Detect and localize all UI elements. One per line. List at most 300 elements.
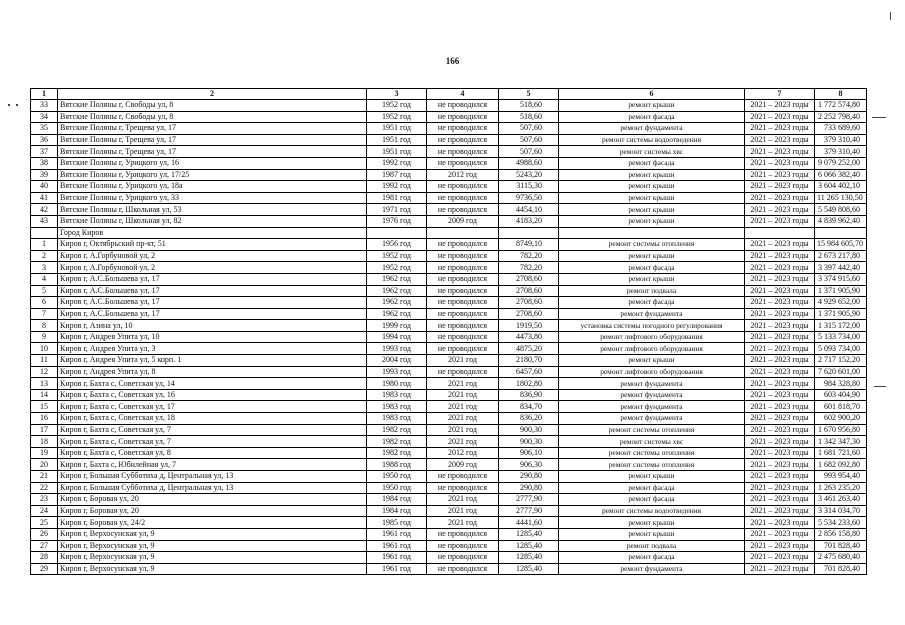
cell-work-type: ремонт фасада xyxy=(559,482,745,494)
cell-cost: 5 093 734,00 xyxy=(815,343,867,355)
cell-build-year: 1993 год xyxy=(367,366,427,378)
cell-row-number: 25 xyxy=(31,517,58,529)
cell-build-year: 1976 год xyxy=(367,215,427,227)
cell-address: Киров г, А.С.Большева ул, 17 xyxy=(58,297,367,309)
cell-area: 507,60 xyxy=(499,134,559,146)
cell-address: Киров г, А.С.Большева ул, 17 xyxy=(58,308,367,320)
cell-last-repair-year: 2021 год xyxy=(427,389,499,401)
cell-address: Киров г, Большая Субботиха д, Центральная ул, 13 xyxy=(58,471,367,483)
cell-period: 2021 – 2023 годы xyxy=(745,239,815,251)
cell-last-repair-year: не проводился xyxy=(427,273,499,285)
cell-cost: 701 828,40 xyxy=(815,540,867,552)
cell-cost: 2 673 217,80 xyxy=(815,250,867,262)
cell-last-repair-year: 2012 год xyxy=(427,169,499,181)
cell-build-year: 1962 год xyxy=(367,297,427,309)
cell-area: 290,80 xyxy=(499,482,559,494)
cell-work-type: ремонт фундамента xyxy=(559,389,745,401)
cell-last-repair-year: 2021 год xyxy=(427,413,499,425)
table-row xyxy=(31,528,867,540)
cell-row-number: 35 xyxy=(31,123,58,135)
cell-area: 836,20 xyxy=(499,413,559,425)
cell-period: 2021 – 2023 годы xyxy=(745,424,815,436)
cell-work-type: ремонт крыши xyxy=(559,517,745,529)
cell-period: 2021 – 2023 годы xyxy=(745,331,815,343)
cell-address: Вятские Поляны г, Школьная ул, 53 xyxy=(58,204,367,216)
cell-period: 2021 – 2023 годы xyxy=(745,494,815,506)
table-row xyxy=(31,563,867,575)
cell-row-number: 12 xyxy=(31,366,58,378)
table-row xyxy=(31,378,867,390)
cell-row-number: 13 xyxy=(31,378,58,390)
scan-mark xyxy=(874,386,886,387)
cell-work-type: установка системы погодного регулирования xyxy=(559,320,745,332)
cell-build-year: 1981 год xyxy=(367,192,427,204)
cell-last-repair-year: не проводился xyxy=(427,204,499,216)
column-header: 8 xyxy=(815,89,867,100)
cell-last-repair-year: не проводился xyxy=(427,482,499,494)
scan-mark xyxy=(890,12,891,20)
cell-build-year: 1971 год xyxy=(367,204,427,216)
table-row xyxy=(31,517,867,529)
cell-area: 2180,70 xyxy=(499,355,559,367)
cell-last-repair-year: не проводился xyxy=(427,331,499,343)
cell-period: 2021 – 2023 годы xyxy=(745,528,815,540)
cell-area: 8749,10 xyxy=(499,239,559,251)
cell-area: 1285,40 xyxy=(499,528,559,540)
cell-area: 906,10 xyxy=(499,447,559,459)
cell-area: 782,20 xyxy=(499,250,559,262)
cell-row-number: 36 xyxy=(31,134,58,146)
cell-row-number: 17 xyxy=(31,424,58,436)
table-row xyxy=(31,366,867,378)
cell-cost: 2 717 152,20 xyxy=(815,355,867,367)
cell-address: Киров г, Бахта с, Юбилейная ул, 7 xyxy=(58,459,367,471)
cell-row-number: 27 xyxy=(31,540,58,552)
cell-last-repair-year: не проводился xyxy=(427,262,499,274)
cell-address: Киров г, Андрея Упита ул, 5 корп. 1 xyxy=(58,355,367,367)
table-row xyxy=(31,389,867,401)
cell-row-number: 15 xyxy=(31,401,58,413)
cell-build-year: 1950 год xyxy=(367,471,427,483)
cell-cost: 1 315 172,00 xyxy=(815,320,867,332)
cell-last-repair-year: не проводился xyxy=(427,192,499,204)
cell-address: Киров г, Бахта с, Советская ул, 17 xyxy=(58,401,367,413)
cell-period: 2021 – 2023 годы xyxy=(745,540,815,552)
cell-work-type: ремонт крыши xyxy=(559,471,745,483)
cell-period: 2021 – 2023 годы xyxy=(745,123,815,135)
cell-last-repair-year: не проводился xyxy=(427,471,499,483)
cell-area xyxy=(499,227,559,239)
cell-period: 2021 – 2023 годы xyxy=(745,308,815,320)
cell-address: Киров г, Бахта с, Советская ул, 8 xyxy=(58,447,367,459)
cell-area: 2708,60 xyxy=(499,308,559,320)
cell-build-year: 1951 год xyxy=(367,134,427,146)
cell-cost: 379 310,40 xyxy=(815,146,867,158)
cell-area: 4183,20 xyxy=(499,215,559,227)
cell-last-repair-year: 2021 год xyxy=(427,505,499,517)
cell-work-type: ремонт фундамента xyxy=(559,563,745,575)
cell-build-year: 1987 год xyxy=(367,169,427,181)
cell-address: Киров г, Бахта с, Советская ул, 18 xyxy=(58,413,367,425)
cell-period: 2021 – 2023 годы xyxy=(745,250,815,262)
cell-row-number: 3 xyxy=(31,262,58,274)
cell-period: 2021 – 2023 годы xyxy=(745,563,815,575)
cell-build-year: 1984 год xyxy=(367,494,427,506)
cell-cost: 3 374 915,60 xyxy=(815,273,867,285)
cell-row-number: 4 xyxy=(31,273,58,285)
cell-work-type: ремонт фасада xyxy=(559,297,745,309)
cell-address: Киров г, Верхосунская ул, 9 xyxy=(58,563,367,575)
cell-period: 2021 – 2023 годы xyxy=(745,471,815,483)
cell-row-number: 7 xyxy=(31,308,58,320)
cell-period: 2021 – 2023 годы xyxy=(745,100,815,112)
cell-address: Вятские Поляны г, Урицкого ул, 17/25 xyxy=(58,169,367,181)
column-header: 4 xyxy=(427,89,499,100)
cell-last-repair-year: не проводился xyxy=(427,123,499,135)
cell-work-type: ремонт подвала xyxy=(559,540,745,552)
cell-period: 2021 – 2023 годы xyxy=(745,285,815,297)
cell-area: 518,60 xyxy=(499,100,559,112)
cell-area: 1802,80 xyxy=(499,378,559,390)
cell-build-year: 1982 год xyxy=(367,424,427,436)
cell-period: 2021 – 2023 годы xyxy=(745,111,815,123)
table-row xyxy=(31,552,867,564)
column-header: 3 xyxy=(367,89,427,100)
cell-period: 2021 – 2023 годы xyxy=(745,517,815,529)
cell-row-number: 6 xyxy=(31,297,58,309)
cell-period: 2021 – 2023 годы xyxy=(745,146,815,158)
cell-area: 1285,40 xyxy=(499,563,559,575)
table-row xyxy=(31,424,867,436)
cell-area: 2777,90 xyxy=(499,505,559,517)
table-row xyxy=(31,134,867,146)
cell-build-year: 1956 год xyxy=(367,239,427,251)
cell-period: 2021 – 2023 годы xyxy=(745,343,815,355)
cell-last-repair-year: не проводился xyxy=(427,308,499,320)
table-row xyxy=(31,192,867,204)
cell-period: 2021 – 2023 годы xyxy=(745,169,815,181)
cell-period: 2021 – 2023 годы xyxy=(745,401,815,413)
cell-cost: 3 461 263,40 xyxy=(815,494,867,506)
cell-work-type: ремонт фундамента xyxy=(559,413,745,425)
cell-area: 9736,50 xyxy=(499,192,559,204)
cell-row-number: 21 xyxy=(31,471,58,483)
cell-work-type: ремонт лифтового оборудования xyxy=(559,331,745,343)
cell-address: Вятские Поляны г, Трещева ул, 17 xyxy=(58,134,367,146)
cell-build-year: 1952 год xyxy=(367,250,427,262)
cell-build-year: 1983 год xyxy=(367,401,427,413)
cell-cost: 3 314 034,70 xyxy=(815,505,867,517)
cell-period: 2021 – 2023 годы xyxy=(745,552,815,564)
cell-address: Киров г, Боровая ул, 24/2 xyxy=(58,517,367,529)
cell-area: 2708,60 xyxy=(499,273,559,285)
column-header: 1 xyxy=(31,89,58,100)
cell-area: 6457,60 xyxy=(499,366,559,378)
table-row xyxy=(31,250,867,262)
table-row xyxy=(31,355,867,367)
cell-work-type: ремонт крыши xyxy=(559,273,745,285)
cell-row-number: 39 xyxy=(31,169,58,181)
cell-last-repair-year: не проводился xyxy=(427,320,499,332)
cell-last-repair-year: 2009 год xyxy=(427,459,499,471)
cell-period: 2021 – 2023 годы xyxy=(745,262,815,274)
column-header: 7 xyxy=(745,89,815,100)
cell-build-year: 1962 год xyxy=(367,285,427,297)
cell-area: 900,30 xyxy=(499,424,559,436)
cell-area: 1285,40 xyxy=(499,540,559,552)
cell-address: Киров г, Большая Субботиха д, Центральная ул, 13 xyxy=(58,482,367,494)
cell-last-repair-year: не проводился xyxy=(427,134,499,146)
cell-period: 2021 – 2023 годы xyxy=(745,389,815,401)
cell-cost: 1 371 905,90 xyxy=(815,308,867,320)
cell-area: 2708,60 xyxy=(499,297,559,309)
cell-address: Киров г, А.С.Большева ул, 17 xyxy=(58,273,367,285)
cell-area: 2777,90 xyxy=(499,494,559,506)
cell-work-type xyxy=(559,227,745,239)
cell-build-year: 1961 год xyxy=(367,563,427,575)
cell-work-type: ремонт фундамента xyxy=(559,378,745,390)
cell-build-year: 1988 год xyxy=(367,459,427,471)
column-header: 5 xyxy=(499,89,559,100)
cell-area: 4441,60 xyxy=(499,517,559,529)
cell-address: Вятские Поляны г, Урицкого ул, 33 xyxy=(58,192,367,204)
table-row xyxy=(31,471,867,483)
cell-last-repair-year: не проводился xyxy=(427,563,499,575)
cell-cost: 2 475 680,40 xyxy=(815,552,867,564)
cell-build-year: 1982 год xyxy=(367,447,427,459)
cell-build-year: 1985 год xyxy=(367,517,427,529)
cell-cost: 1 681 721,60 xyxy=(815,447,867,459)
cell-last-repair-year: не проводился xyxy=(427,540,499,552)
cell-work-type: ремонт крыши xyxy=(559,250,745,262)
cell-row-number: 33 xyxy=(31,100,58,112)
cell-cost: 1 682 092,80 xyxy=(815,459,867,471)
cell-build-year: 1952 год xyxy=(367,262,427,274)
cell-row-number: 22 xyxy=(31,482,58,494)
table-row xyxy=(31,308,867,320)
cell-last-repair-year: 2021 год xyxy=(427,401,499,413)
cell-address: Киров г, Боровая ул, 20 xyxy=(58,505,367,517)
cell-last-repair-year: не проводился xyxy=(427,285,499,297)
cell-work-type: ремонт крыши xyxy=(559,181,745,193)
cell-build-year: 1962 год xyxy=(367,308,427,320)
cell-cost: 4 839 962,40 xyxy=(815,215,867,227)
cell-cost: 993 954,40 xyxy=(815,471,867,483)
cell-period: 2021 – 2023 годы xyxy=(745,436,815,448)
cell-work-type: ремонт фасада xyxy=(559,494,745,506)
cell-work-type: ремонт крыши xyxy=(559,169,745,181)
cell-area: 507,60 xyxy=(499,146,559,158)
cell-build-year: 1962 год xyxy=(367,273,427,285)
cell-area: 4454,10 xyxy=(499,204,559,216)
cell-work-type: ремонт крыши xyxy=(559,215,745,227)
cell-work-type: ремонт фундамента xyxy=(559,308,745,320)
cell-last-repair-year: 2021 год xyxy=(427,436,499,448)
cell-build-year: 1983 год xyxy=(367,389,427,401)
cell-cost: 15 984 605,70 xyxy=(815,239,867,251)
page-number: 166 xyxy=(445,56,460,66)
cell-area: 1919,50 xyxy=(499,320,559,332)
cell-work-type: ремонт крыши xyxy=(559,204,745,216)
cell-address: Вятские Поляны г, Школьная ул, 82 xyxy=(58,215,367,227)
cell-build-year: 1961 год xyxy=(367,552,427,564)
table-row xyxy=(31,540,867,552)
cell-address: Киров г, Бахта с, Советская ул, 7 xyxy=(58,424,367,436)
cell-period: 2021 – 2023 годы xyxy=(745,413,815,425)
cell-period: 2021 – 2023 годы xyxy=(745,378,815,390)
cell-cost: 5 549 808,60 xyxy=(815,204,867,216)
table-row xyxy=(31,320,867,332)
column-header: 2 xyxy=(58,89,367,100)
cell-last-repair-year: не проводился xyxy=(427,146,499,158)
cell-work-type: ремонт системы водоотведения xyxy=(559,505,745,517)
table-row xyxy=(31,482,867,494)
table-row xyxy=(31,100,867,112)
cell-work-type: ремонт крыши xyxy=(559,528,745,540)
cell-period: 2021 – 2023 годы xyxy=(745,297,815,309)
cell-cost: 7 620 601,00 xyxy=(815,366,867,378)
cell-last-repair-year: не проводился xyxy=(427,250,499,262)
cell-work-type: ремонт системы отопления xyxy=(559,447,745,459)
cell-work-type: ремонт системы отопления xyxy=(559,424,745,436)
table-row xyxy=(31,262,867,274)
cell-row-number: 29 xyxy=(31,563,58,575)
cell-period: 2021 – 2023 годы xyxy=(745,459,815,471)
cell-cost: 1 371 905,90 xyxy=(815,285,867,297)
table-row xyxy=(31,239,867,251)
cell-build-year xyxy=(367,227,427,239)
cell-area: 4988,60 xyxy=(499,157,559,169)
scan-mark xyxy=(16,104,18,106)
cell-row-number: 38 xyxy=(31,157,58,169)
cell-build-year: 1992 год xyxy=(367,181,427,193)
cell-row-number: 8 xyxy=(31,320,58,332)
cell-build-year: 1950 год xyxy=(367,482,427,494)
cell-area: 290,80 xyxy=(499,471,559,483)
cell-area: 4875,20 xyxy=(499,343,559,355)
cell-address: Киров г, Боровая ул, 20 xyxy=(58,494,367,506)
cell-address: Киров г, Верхосунская ул, 9 xyxy=(58,528,367,540)
cell-row-number: 10 xyxy=(31,343,58,355)
cell-work-type: ремонт крыши xyxy=(559,100,745,112)
cell-period: 2021 – 2023 годы xyxy=(745,320,815,332)
cell-last-repair-year: 2021 год xyxy=(427,517,499,529)
cell-address: Вятские Поляны г, Трещева ул, 17 xyxy=(58,123,367,135)
cell-build-year: 1983 год xyxy=(367,413,427,425)
cell-area: 3115,30 xyxy=(499,181,559,193)
cell-work-type: ремонт системы хвс xyxy=(559,146,745,158)
cell-address: Вятские Поляны г, Урицкого ул, 16 xyxy=(58,157,367,169)
cell-cost: 602 900,20 xyxy=(815,413,867,425)
cell-cost: 6 066 382,40 xyxy=(815,169,867,181)
cell-cost xyxy=(815,227,867,239)
cell-address: Киров г, Бахта с, Советская ул, 14 xyxy=(58,378,367,390)
cell-row-number: 26 xyxy=(31,528,58,540)
cell-work-type: ремонт системы отопления xyxy=(559,459,745,471)
table-row xyxy=(31,297,867,309)
column-header: 6 xyxy=(559,89,745,100)
table-row xyxy=(31,146,867,158)
cell-period: 2021 – 2023 годы xyxy=(745,482,815,494)
cell-last-repair-year: не проводился xyxy=(427,366,499,378)
cell-address: Вятские Поляны г, Свободы ул, 8 xyxy=(58,111,367,123)
table-row xyxy=(31,204,867,216)
cell-row-number: 18 xyxy=(31,436,58,448)
scan-mark xyxy=(872,117,886,118)
cell-work-type: ремонт системы водоотведения xyxy=(559,134,745,146)
cell-last-repair-year: не проводился xyxy=(427,239,499,251)
cell-area: 900,30 xyxy=(499,436,559,448)
cell-area: 836,90 xyxy=(499,389,559,401)
table-row xyxy=(31,157,867,169)
cell-cost: 3 397 442,40 xyxy=(815,262,867,274)
cell-cost: 9 079 252,00 xyxy=(815,157,867,169)
cell-row-number: 43 xyxy=(31,215,58,227)
cell-last-repair-year: 2021 год xyxy=(427,355,499,367)
cell-period: 2021 – 2023 годы xyxy=(745,366,815,378)
cell-last-repair-year: 2021 год xyxy=(427,378,499,390)
cell-cost: 379 310,40 xyxy=(815,134,867,146)
cell-cost: 4 929 652,00 xyxy=(815,297,867,309)
cell-row-number: 11 xyxy=(31,355,58,367)
cell-last-repair-year: не проводился xyxy=(427,111,499,123)
table-row xyxy=(31,215,867,227)
cell-cost: 11 265 130,50 xyxy=(815,192,867,204)
cell-last-repair-year: не проводился xyxy=(427,100,499,112)
cell-address: Киров г, А.С.Большева ул, 17 xyxy=(58,285,367,297)
cell-address: Киров г, Бахта с, Советская ул, 7 xyxy=(58,436,367,448)
table-row xyxy=(31,401,867,413)
cell-row-number: 41 xyxy=(31,192,58,204)
cell-row-number: 19 xyxy=(31,447,58,459)
cell-area: 5243,20 xyxy=(499,169,559,181)
cell-build-year: 1994 год xyxy=(367,331,427,343)
cell-cost: 2 856 158,80 xyxy=(815,528,867,540)
cell-work-type: ремонт фундамента xyxy=(559,123,745,135)
cell-last-repair-year: 2021 год xyxy=(427,424,499,436)
cell-last-repair-year: 2009 год xyxy=(427,215,499,227)
cell-period: 2021 – 2023 годы xyxy=(745,157,815,169)
cell-row-number xyxy=(31,227,58,239)
cell-row-number: 37 xyxy=(31,146,58,158)
cell-build-year: 2004 год xyxy=(367,355,427,367)
cell-last-repair-year: не проводился xyxy=(427,181,499,193)
cell-work-type: ремонт фасада xyxy=(559,111,745,123)
cell-address: Вятские Поляны г, Трещева ул, 17 xyxy=(58,146,367,158)
cell-work-type: ремонт системы отопления xyxy=(559,239,745,251)
cell-period: 2021 – 2023 годы xyxy=(745,273,815,285)
cell-last-repair-year: не проводился xyxy=(427,528,499,540)
cell-period: 2021 – 2023 годы xyxy=(745,181,815,193)
table-body xyxy=(31,89,867,575)
cell-row-number: 16 xyxy=(31,413,58,425)
cell-work-type: ремонт лифтового оборудования xyxy=(559,343,745,355)
cell-address: Киров г, А.Горбуновой ул, 2 xyxy=(58,250,367,262)
cell-address: Вятские Поляны г, Свободы ул, 8 xyxy=(58,100,367,112)
cell-work-type: ремонт крыши xyxy=(559,192,745,204)
table-row xyxy=(31,169,867,181)
table-row xyxy=(31,285,867,297)
cell-address: Киров г, Верхосунская ул, 9 xyxy=(58,552,367,564)
cell-build-year: 1951 год xyxy=(367,123,427,135)
table-row xyxy=(31,343,867,355)
cell-period: 2021 – 2023 годы xyxy=(745,355,815,367)
cell-row-number: 28 xyxy=(31,552,58,564)
cell-cost: 984 328,80 xyxy=(815,378,867,390)
cell-address: Киров г, Бахта с, Советская ул, 16 xyxy=(58,389,367,401)
cell-work-type: ремонт крыши xyxy=(559,355,745,367)
cell-area: 906,30 xyxy=(499,459,559,471)
